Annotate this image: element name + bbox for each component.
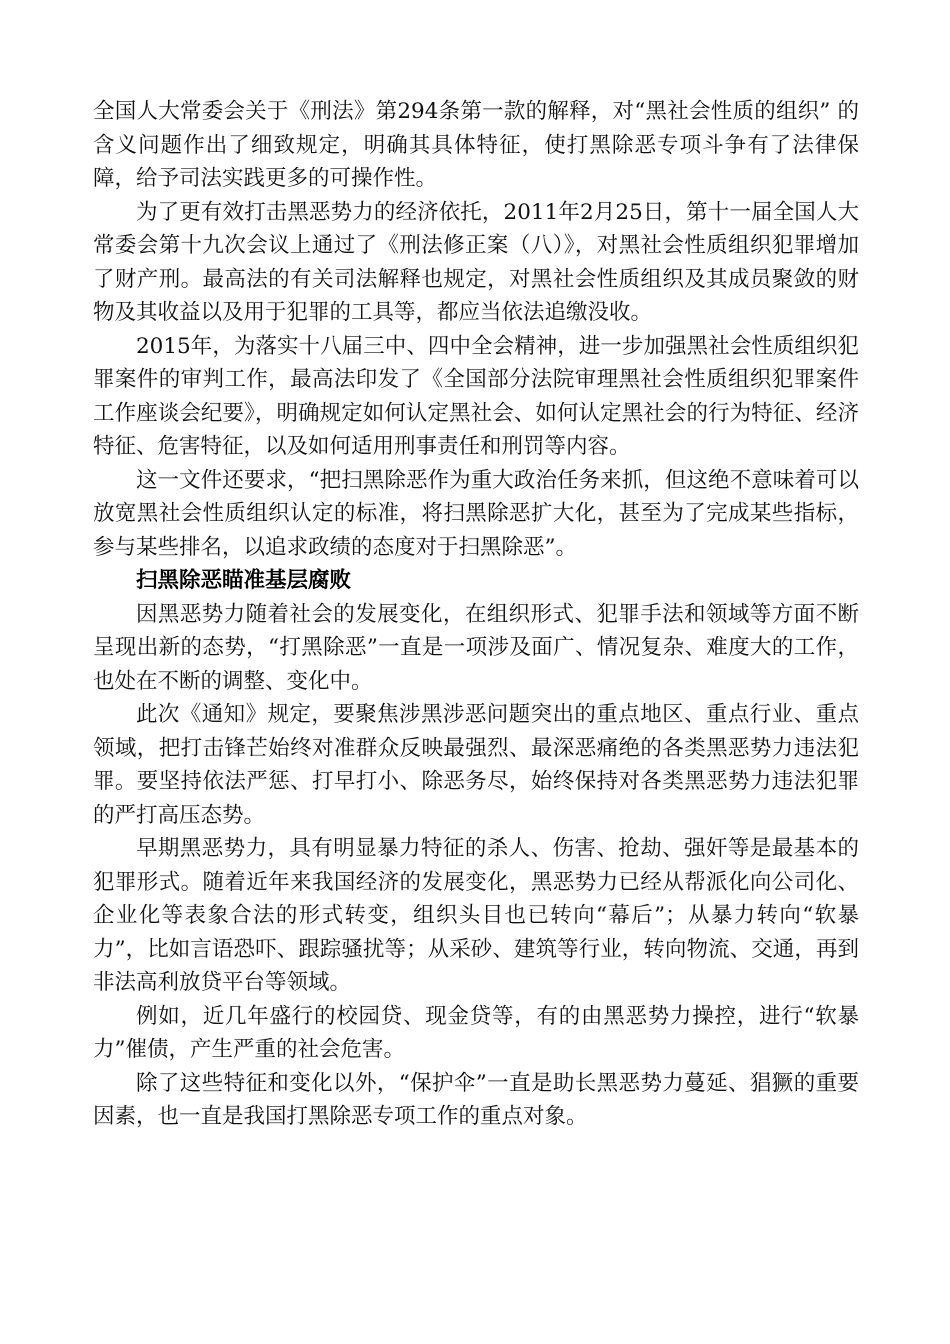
section-paragraph-1: 因黑恶势力随着社会的发展变化，在组织形式、犯罪手法和领域等方面不断呈现出新的态势，“打黑除恶”一直是一项涉及面广、情况复杂、难度大的工作，也处在不断的调整、变化中。: [93, 601, 859, 694]
body-paragraph-2: 为了更有效打击黑恶势力的经济依托，2011年2月25日，第十一届全国人大常委会第十九次会议上通过了《刑法修正案（八）》，对黑社会性质组织犯罪增加了财产刑。最高法的有关司法解释也规定，对黑社会性质组织及其成员聚敛的财物及其收益以及用于犯罪的工具等，都应当依法追缴没收。: [93, 199, 859, 325]
section-paragraph-5: 除了这些特征和变化以外，“保护伞”一直是助长黑恶势力蔓延、猖獗的重要因素，也一直是我国打黑除恶专项工作的重点对象。: [93, 1070, 859, 1129]
body-paragraph-4: 这一文件还要求，“把扫黑除恶作为重大政治任务来抓，但这绝不意味着可以放宽黑社会性质组织认定的标准，将扫黑除恶扩大化，甚至为了完成某些指标，参与某些排名，以追求政绩的态度对于扫黑除恶”。: [93, 467, 859, 560]
section-paragraph-2: 此次《通知》规定，要聚焦涉黑涉恶问题突出的重点地区、重点行业、重点领域，把打击锋芒始终对准群众反映最强烈、最深恶痛绝的各类黑恶势力违法犯罪。要坚持依法严惩、打早打小、除恶务尽，始终保持对各类黑恶势力违法犯罪的严打高压态势。: [93, 702, 859, 828]
body-paragraph-3: 2015年，为落实十八届三中、四中全会精神，进一步加强黑社会性质组织犯罪案件的审判工作，最高法印发了《全国部分法院审理黑社会性质组织犯罪案件工作座谈会纪要》，明确规定如何认定黑社会、如何认定黑社会的行为特征、经济特征、危害特征，以及如何适用刑事责任和刑罚等内容。: [93, 333, 859, 459]
section-paragraph-3: 早期黑恶势力，具有明显暴力特征的杀人、伤害、抢劫、强奸等是最基本的犯罪形式。随着近年来我国经济的发展变化，黑恶势力已经从帮派化向公司化、企业化等表象合法的形式转变，组织头目也已转向“幕后”；从暴力转向“软暴力”，比如言语恐吓、跟踪骚扰等；从采砂、建筑等行业，转向物流、交通，再到非法高利放贷平台等领域。: [93, 836, 859, 995]
body-paragraph-1: 全国人大常委会关于《刑法》第294条第一款的解释，对“黑社会性质的组织” 的含义问题作出了细致规定，明确其具体特征，使打黑除恶专项斗争有了法律保障，给予司法实践更多的可操作性。: [93, 99, 859, 191]
section-heading: 扫黑除恶瞄准基层腐败: [136, 568, 352, 593]
document-body: [93, 95, 859, 1134]
section-paragraph-4: 例如，近几年盛行的校园贷、现金贷等，有的由黑恶势力操控，进行“软暴力”催债，产生严重的社会危害。: [93, 1003, 859, 1062]
